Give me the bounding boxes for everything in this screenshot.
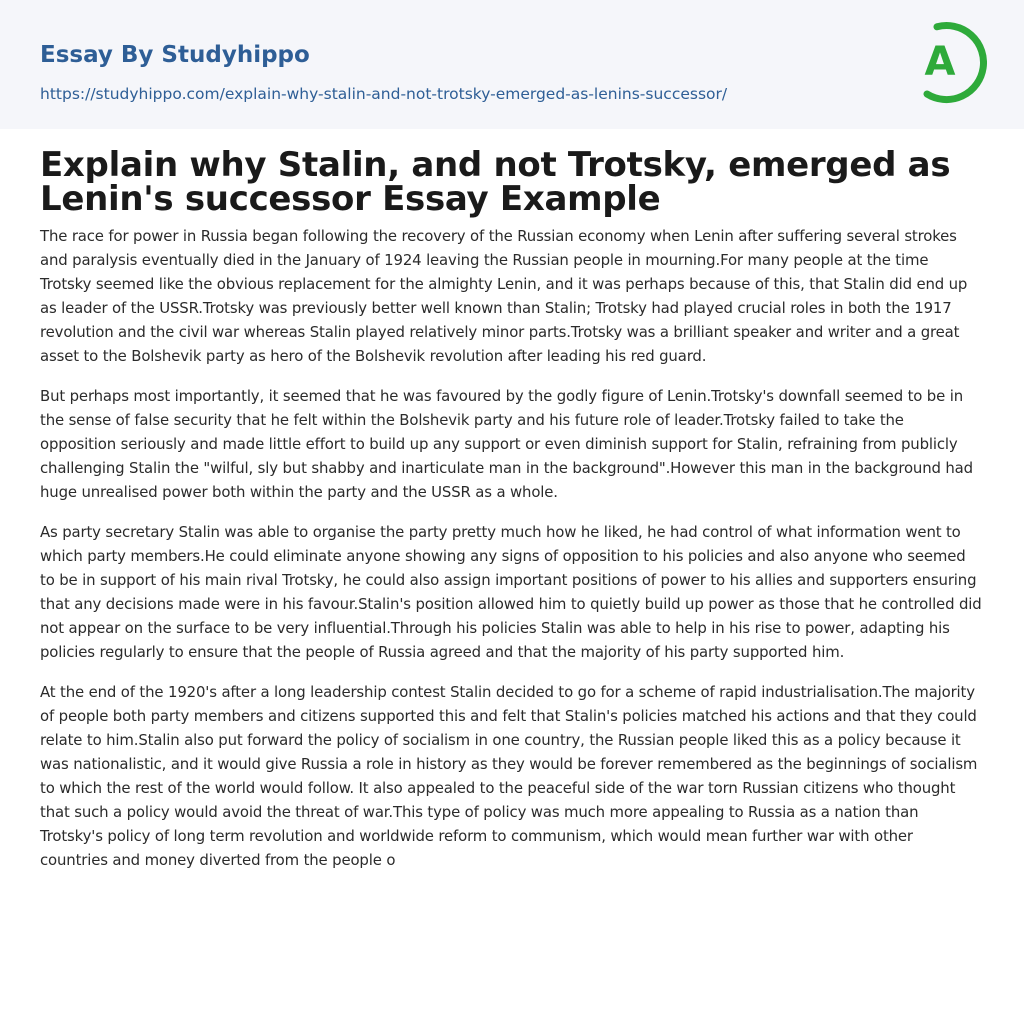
- studyhippo-logo-icon[interactable]: [907, 18, 987, 106]
- article-title: Explain why Stalin, and not Trotsky, emerged as Lenin's successor Essay Example: [40, 145, 951, 219]
- page-url-link[interactable]: https://studyhippo.com/explain-why-stalin-and-not-trotsky-emerged-as-lenins-successor/: [40, 85, 728, 103]
- logo-letter: A: [924, 39, 956, 85]
- article-paragraph-2: But perhaps most importantly, it seemed that he was favoured by the godly figure of Lenin.Trotsky's downfall seemed to be in the sense of false security that he felt within the Bolshevik party and his future role of leader.Trotsky failed to take the opposition seriously and made little effort to build up any support or even diminish support for Stalin, refraining from publicly challenging Stalin the "wilful, sly but shabby and inarticulate man in the background".However this man in the background had huge unrealised power both within the party and the USSR as a whole.: [40, 387, 973, 501]
- article-paragraph-3: As party secretary Stalin was able to organise the party pretty much how he liked, he had control of what information went to which party members.He could eliminate anyone showing any signs of opposition to his policies and also anyone who seemed to be in support of his main rival Trotsky, he could also assign important positions of power to his allies and supporters ensuring that any decisions made were in his favour.Stalin's position allowed him to quietly build up power as those that he controlled did not appear on the surface to be very influential.Through his policies Stalin was able to help in his rise to power, adapting his policies regularly to ensure that the people of Russia agreed and that the majority of his party supported him.: [40, 523, 982, 661]
- site-header: [0, 0, 1024, 129]
- article-paragraph-1: The race for power in Russia began following the recovery of the Russian economy when Lenin after suffering several strokes and paralysis eventually died in the January of 1924 leaving the Russian people in mourning.For many people at the time Trotsky seemed like the obvious replacement for the almighty Lenin, and it was perhaps because of this, that Stalin did end up as leader of the USSR.Trotsky was previously better well known than Stalin; Trotsky had played crucial roles in both the 1917 revolution and the civil war whereas Stalin played relatively minor parts.Trotsky was a brilliant speaker and writer and a great asset to the Bolshevik party as hero of the Bolshevik revolution after leading his red guard.: [40, 227, 968, 365]
- article: [40, 145, 984, 888]
- article-paragraph-4: At the end of the 1920's after a long leadership contest Stalin decided to go for a scheme of rapid industrialisation.The majority of people both party members and citizens supported this and felt that Stalin's policies matched his actions and that they could relate to him.Stalin also put forward the policy of socialism in one country, the Russian people liked this as a policy because it was nationalistic, and it would give Russia a role in history as they would be forever remembered as the beginnings of socialism to which the rest of the world would follow. It also appealed to the peaceful side of the war torn Russian citizens who thought that such a policy would avoid the threat of war.This type of policy was much more appealing to Russia as a nation than Trotsky's policy of long term revolution and worldwide reform to communism, which would mean further war with other countries and money diverted from the people o: [40, 683, 978, 869]
- site-brand[interactable]: Essay By Studyhippo: [40, 42, 310, 68]
